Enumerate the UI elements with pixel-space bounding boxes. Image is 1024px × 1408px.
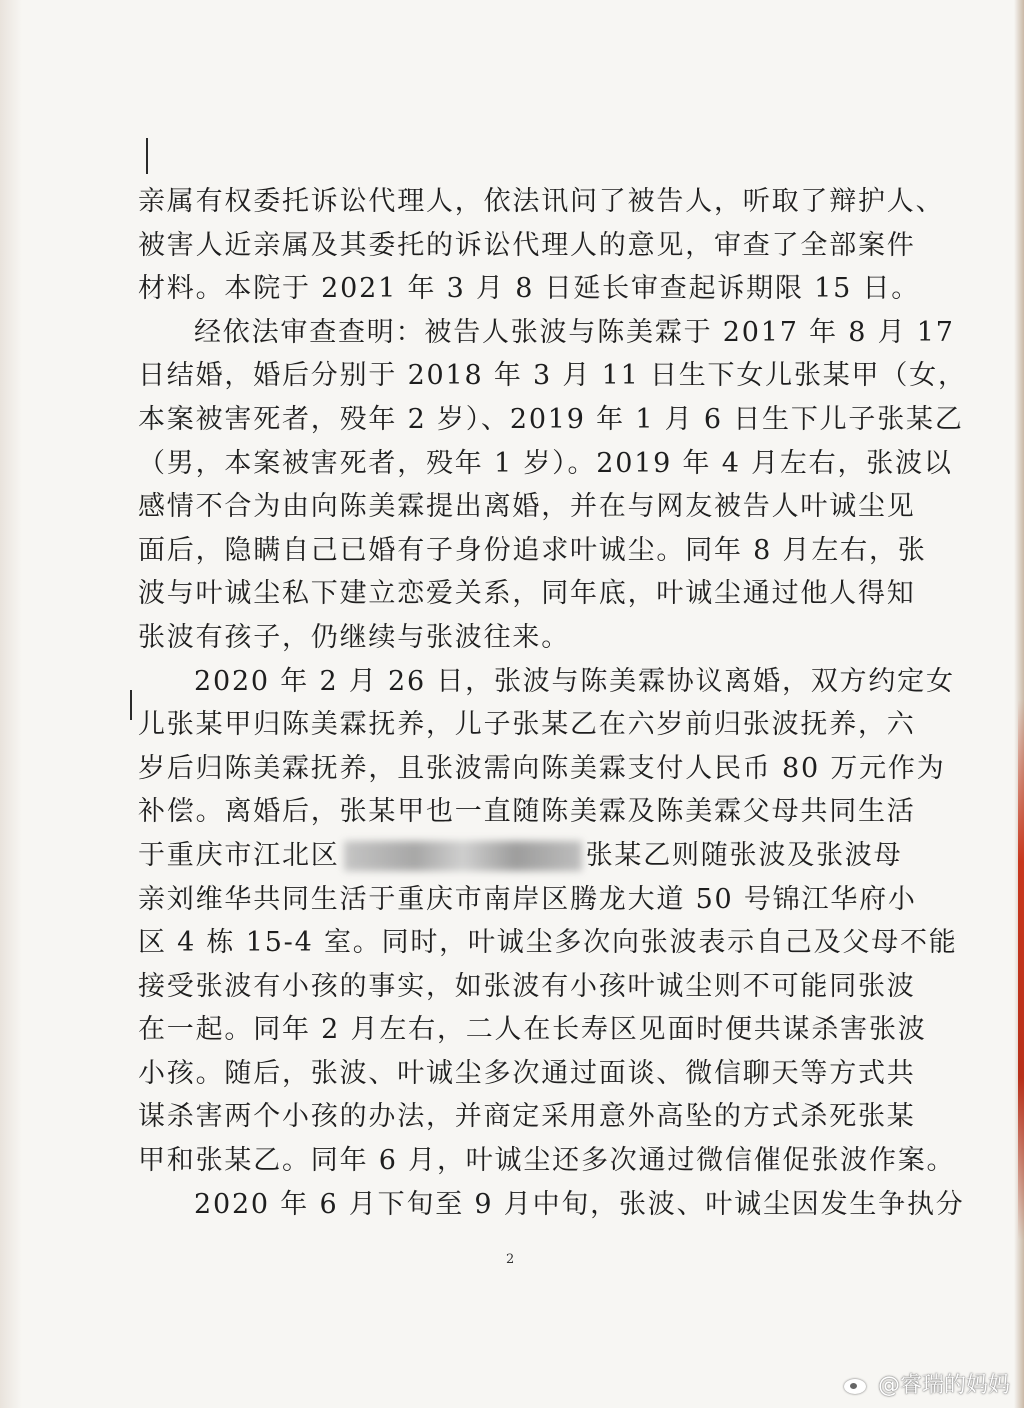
- document-body: [138, 180, 967, 1226]
- weibo-icon: [842, 1373, 872, 1395]
- text-line: 日结婚，婚后分别于 2018 年 3 月 11 日生下女儿张某甲（女，: [138, 360, 967, 392]
- text-line: 小孩。随后，张波、叶诚尘多次通过面谈、微信聊天等方式共: [138, 1057, 916, 1089]
- text-line: 经依法审查查明：被告人张波与陈美霖于 2017 年 8 月 17: [194, 316, 955, 348]
- text-line: 补偿。离婚后，张某甲也一直随陈美霖及陈美霖父母共同生活: [138, 796, 916, 828]
- text-line: 被害人近亲属及其委托的诉讼代理人的意见，审查了全部案件: [138, 229, 916, 261]
- page-number: 2: [506, 1252, 515, 1267]
- text-line: 张波有孩子，仍继续与张波往来。: [138, 621, 570, 653]
- text-line: 在一起。同年 2 月左右，二人在长寿区见面时便共谋杀害张波: [138, 1014, 927, 1046]
- redaction-blur: [344, 841, 582, 871]
- text-segment: 于重庆市江北区: [138, 839, 340, 871]
- text-line: 感情不合为由向陈美霖提出离婚，并在与网友被告人叶诚尘见: [138, 491, 916, 523]
- margin-mark: [130, 690, 132, 720]
- page-shadow-left: [0, 0, 22, 1408]
- text-line: 波与叶诚尘私下建立恋爱关系，同年底，叶诚尘通过他人得知: [138, 578, 916, 610]
- text-line: 亲刘维华共同生活于重庆市南岸区腾龙大道 50 号锦江华府小: [138, 883, 917, 915]
- text-line: （男，本案被害死者，殁年 1 岁）。2019 年 4 月左右，张波以: [138, 447, 953, 479]
- text-line: 面后，隐瞒自己已婚有子身份追求叶诚尘。同年 8 月左右，张: [138, 534, 927, 566]
- margin-mark: [146, 138, 148, 174]
- text-line: 甲和张某乙。同年 6 月，叶诚尘还多次通过微信催促张波作案。: [138, 1145, 956, 1177]
- red-edge-stripe: [1018, 700, 1024, 1240]
- text-line: 区 4 栋 15-4 室。同时，叶诚尘多次向张波表示自己及父母不能: [138, 927, 958, 959]
- text-line: 材料。本院于 2021 年 3 月 8 日延长审查起诉期限 15 日。: [138, 273, 921, 305]
- text-line: 2020 年 6 月下旬至 9 月中旬，张波、叶诚尘因发生争执分: [194, 1188, 965, 1220]
- text-line: 儿张某甲归陈美霖抚养，儿子张某乙在六岁前归张波抚养，六: [138, 709, 916, 741]
- watermark: [842, 1368, 1010, 1399]
- text-line: 2020 年 2 月 26 日，张波与陈美霖协议离婚，双方约定女: [194, 665, 955, 697]
- watermark-text: @睿瑞的妈妈: [877, 1373, 1010, 1398]
- text-line: 岁后归陈美霖抚养，且张波需向陈美霖支付人民币 80 万元作为: [138, 752, 946, 784]
- text-line-redacted: [138, 834, 903, 878]
- text-line: 亲属有权委托诉讼代理人，依法讯问了被告人，听取了辩护人、: [138, 186, 945, 217]
- text-line: 本案被害死者，殁年 2 岁）、2019 年 1 月 6 日生下儿子张某乙: [138, 403, 964, 435]
- text-segment: 张某乙则随张波及张波母: [585, 839, 903, 871]
- text-line: 谋杀害两个小孩的办法，并商定采用意外高坠的方式杀死张某: [138, 1101, 916, 1133]
- text-line: 接受张波有小孩的事实，如张波有小孩叶诚尘则不可能同张波: [138, 970, 916, 1002]
